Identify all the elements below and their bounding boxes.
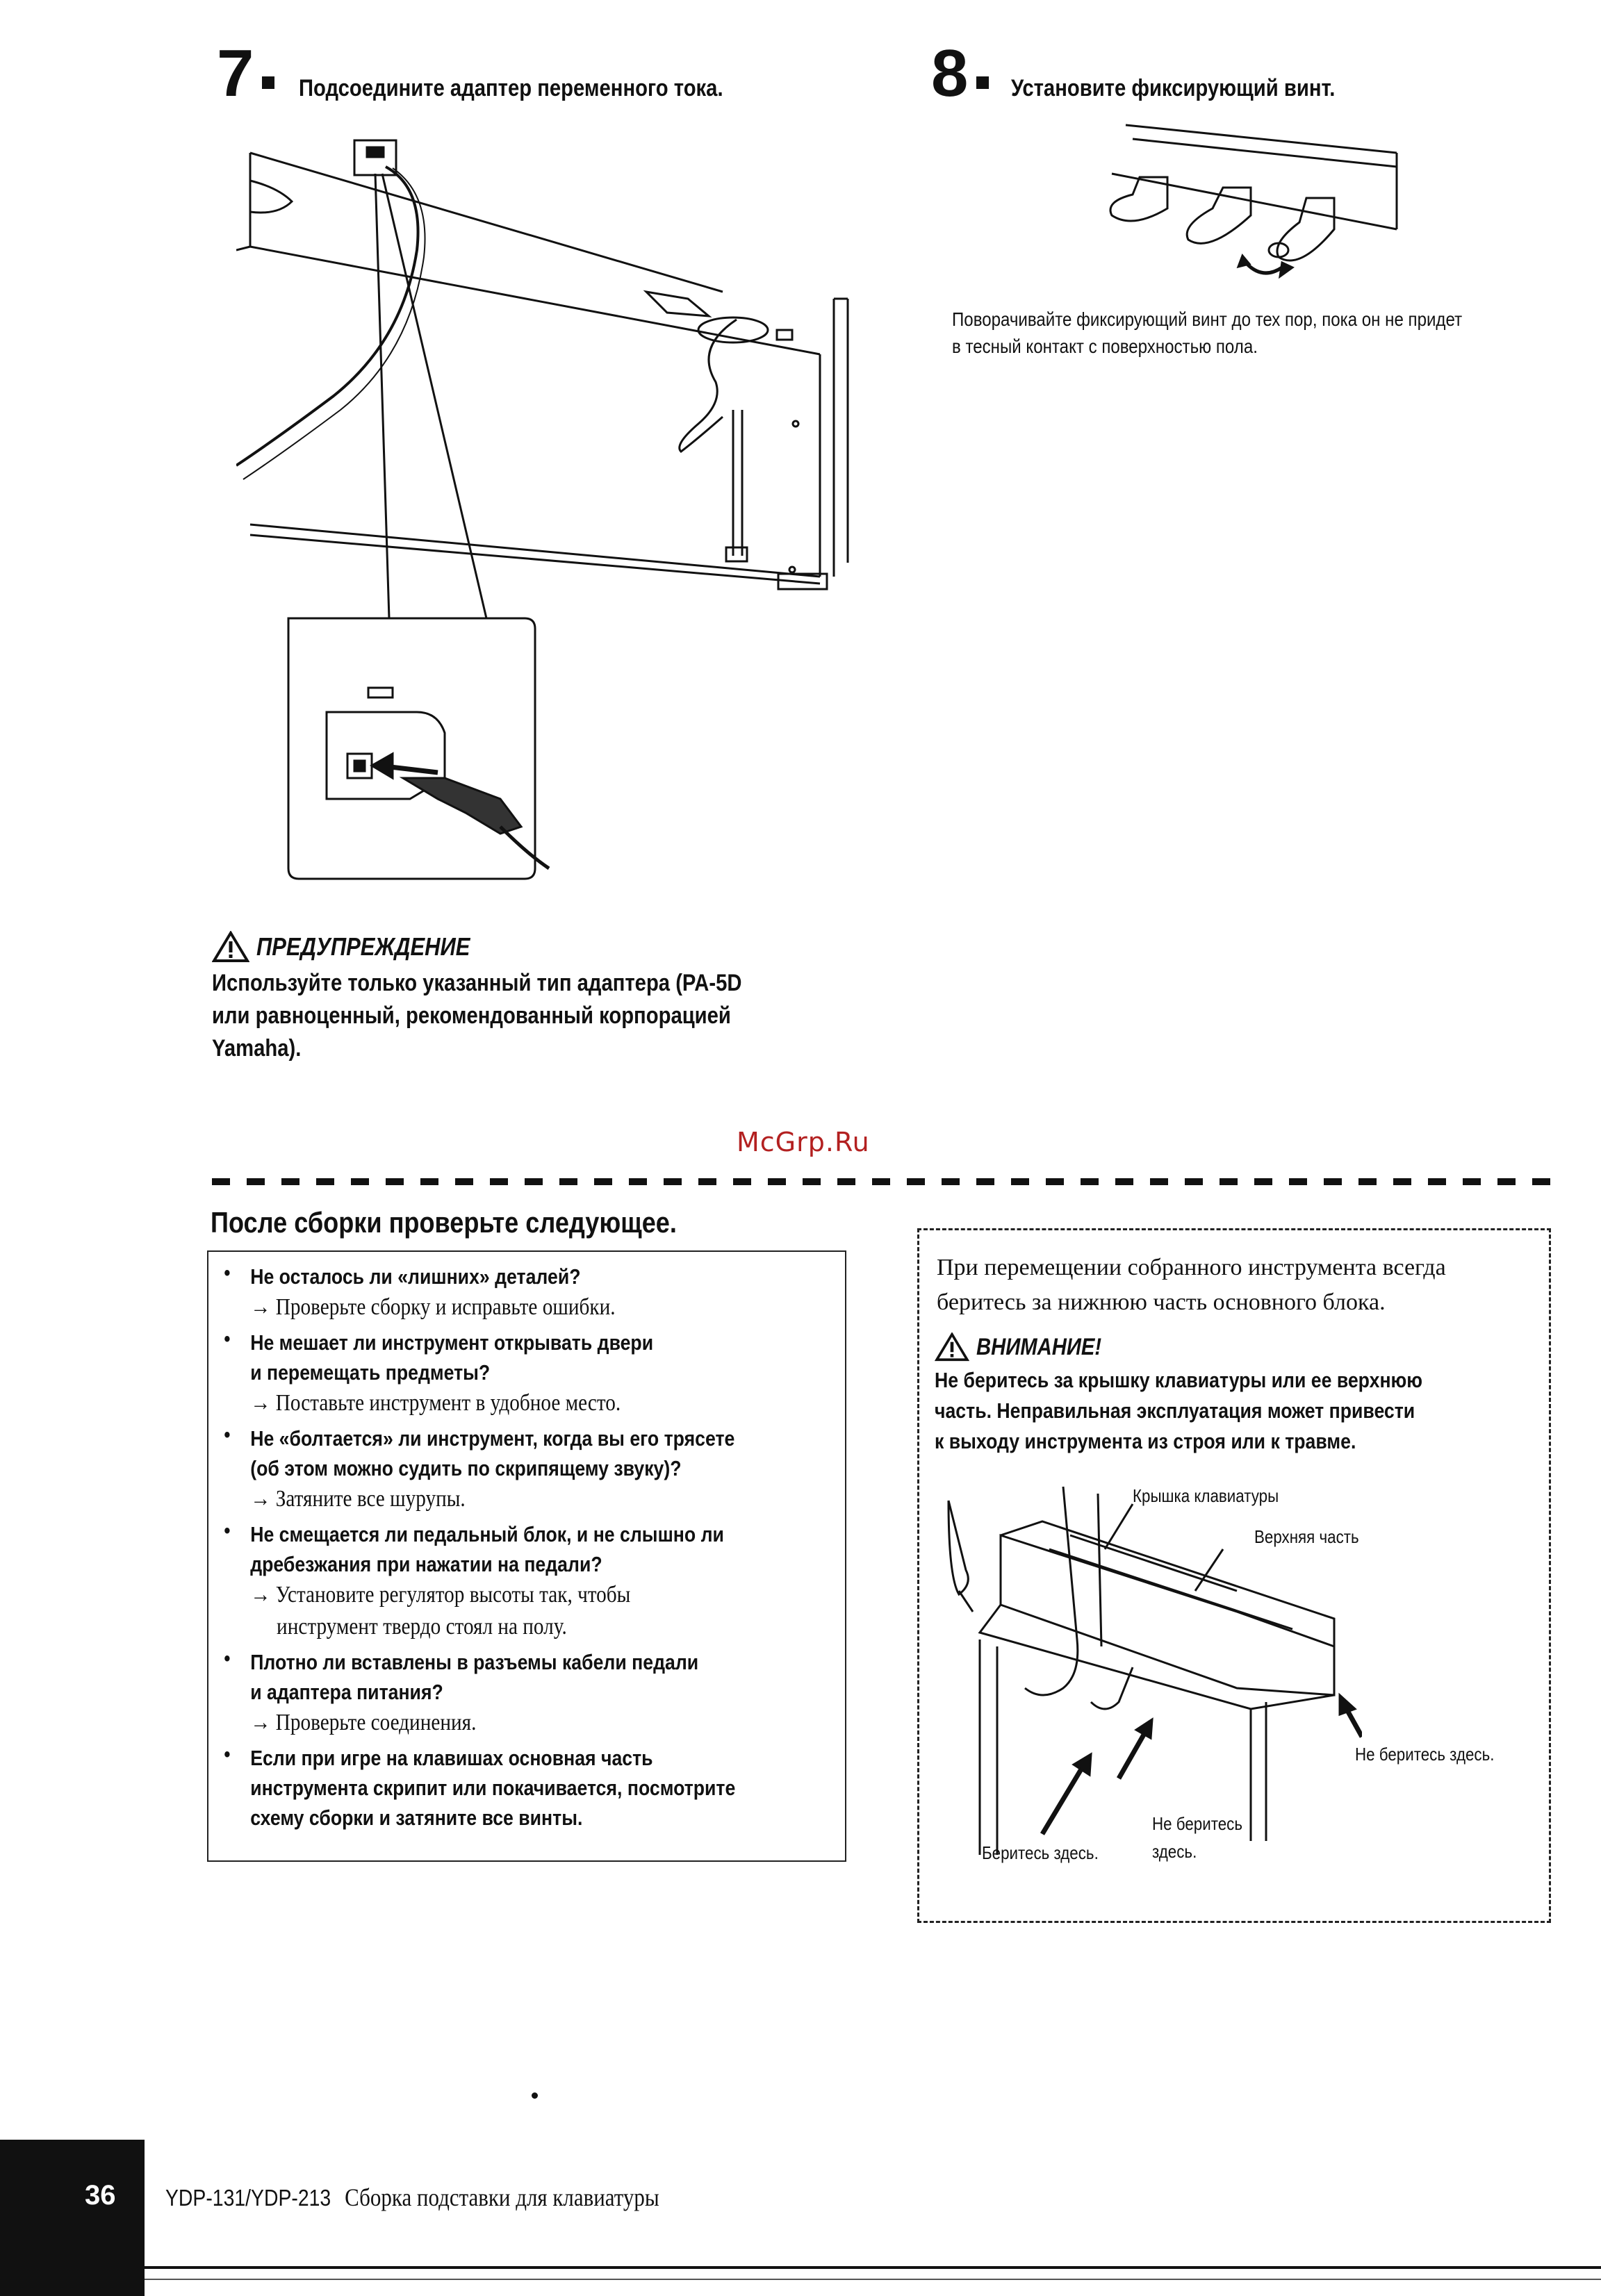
footer-model bbox=[165, 2183, 659, 2212]
caption-line: Поворачивайте фиксирующий винт до тех пор, пока он не придет bbox=[952, 308, 1463, 330]
caution-line: часть. Неправильная эксплуатация может привести bbox=[935, 1398, 1415, 1423]
section-name: Сборка подставки для клавиатуры bbox=[345, 2183, 659, 2211]
check-question: Не «болтается» ли инструмент, когда вы его трясете bbox=[250, 1426, 735, 1451]
list-item: • Не смещается ли педальный блок, и не слышно ли дребезжания при нажатии на педали? → Установите регулятор высоты так, чтобы инструмент твердо стоял на полу. bbox=[208, 1519, 842, 1643]
moving-intro bbox=[937, 1250, 1446, 1320]
warning-heading bbox=[212, 931, 505, 963]
intro-line: беритесь за нижнюю часть основного блока. bbox=[937, 1289, 1386, 1315]
intro-line: При перемещении собранного инструмента всегда bbox=[937, 1255, 1446, 1280]
check-question: и перемещать предметы? bbox=[250, 1360, 491, 1385]
check-question: инструмента скрипит или покачивается, посмотрите bbox=[250, 1776, 736, 1800]
caution-heading bbox=[935, 1332, 1122, 1362]
check-question: схему сборки и затяните все винты. bbox=[250, 1806, 583, 1830]
step-8-caption bbox=[952, 306, 1462, 360]
footer-rule-thin bbox=[145, 2279, 1601, 2280]
caution-line: Не беритесь за крышку клавиатуры или ее верхнюю bbox=[935, 1368, 1423, 1392]
list-item: • Не осталось ли «лишних» деталей? → Проверьте сборку и исправьте ошибки. bbox=[208, 1262, 842, 1323]
warning-triangle-icon bbox=[935, 1332, 969, 1362]
label-line: Не беритесь bbox=[1152, 1813, 1242, 1834]
check-answer: → Поставьте инструмент в удобное место. bbox=[250, 1390, 621, 1416]
warning-triangle-icon bbox=[212, 931, 249, 963]
label-no-grab-right: Не беритесь здесь. bbox=[1355, 1744, 1495, 1765]
print-speck bbox=[532, 2092, 538, 2099]
check-answer: → Установите регулятор высоты так, чтобы bbox=[250, 1582, 631, 1608]
pedal-screw-illustration bbox=[1091, 111, 1411, 292]
watermark: McGrp.Ru bbox=[737, 1127, 870, 1157]
check-answer: → Проверьте сборку и исправьте ошибки. bbox=[250, 1294, 616, 1320]
check-question: Плотно ли вставлены в разъемы кабели педали bbox=[250, 1650, 699, 1674]
warning-body bbox=[212, 967, 741, 1065]
warning-title: ПРЕДУПРЕЖДЕНИЕ bbox=[256, 932, 470, 961]
list-item: • Если при игре на клавишах основная часть инструмента скрипит или покачивается, посмотрите схему сборки и затяните все винты. bbox=[208, 1743, 842, 1833]
section-divider bbox=[212, 1178, 1557, 1185]
step-8-number: 8 bbox=[931, 40, 989, 107]
warning-line: или равноценный, рекомендованный корпорацией bbox=[212, 1002, 731, 1029]
warning-line: Yamaha). bbox=[212, 1035, 302, 1062]
check-question: и адаптера питания? bbox=[250, 1680, 443, 1704]
check-question: (об этом можно судить по скрипящему звуку)? bbox=[250, 1456, 682, 1480]
label-keyboard-cover: Крышка клавиатуры bbox=[1133, 1485, 1279, 1506]
list-item: • Плотно ли вставлены в разъемы кабели педали и адаптера питания? → Проверьте соединения. bbox=[208, 1647, 842, 1739]
check-question: Не мешает ли инструмент открывать двери bbox=[250, 1330, 654, 1355]
label-top-part: Верхняя часть bbox=[1254, 1526, 1359, 1547]
list-item: • Не «болтается» ли инструмент, когда вы его трясете (об этом можно судить по скрипящему звуку)? → Затяните все шурупы. bbox=[208, 1423, 842, 1515]
caution-line: к выходу инструмента из строя или к травме. bbox=[935, 1429, 1356, 1453]
step-7-number: 7 bbox=[217, 40, 274, 107]
footer-rule bbox=[145, 2266, 1601, 2269]
adapter-connection-illustration bbox=[236, 132, 862, 889]
model-name: YDP-131/YDP-213 bbox=[165, 2185, 331, 2211]
label-grab-here: Беритесь здесь. bbox=[982, 1842, 1099, 1863]
step-7-title: Подсоедините адаптер переменного тока. bbox=[299, 75, 723, 101]
checklist-heading: После сборки проверьте следующее. bbox=[211, 1206, 677, 1239]
check-question: дребезжания при нажатии на педали? bbox=[250, 1552, 602, 1576]
page-number-block bbox=[0, 2140, 145, 2296]
step-8-title: Установите фиксирующий винт. bbox=[1011, 75, 1336, 101]
check-question: Если при игре на клавишах основная часть bbox=[250, 1746, 653, 1770]
checklist-box bbox=[207, 1250, 846, 1862]
list-item: • Не мешает ли инструмент открывать двери и перемещать предметы? → Поставьте инструмент в удобное место. bbox=[208, 1328, 842, 1419]
check-answer: → Затяните все шурупы. bbox=[250, 1486, 466, 1512]
check-answer: инструмент твердо стоял на полу. bbox=[277, 1614, 567, 1640]
caption-line: в тесный контакт с поверхностью пола. bbox=[952, 336, 1258, 357]
check-question: Не смещается ли педальный блок, и не слышно ли bbox=[250, 1522, 724, 1546]
warning-line: Используйте только указанный тип адаптера (PA-5D bbox=[212, 970, 742, 996]
check-answer: → Проверьте соединения. bbox=[250, 1710, 477, 1735]
page-number: 36 bbox=[85, 2180, 116, 2211]
caution-body bbox=[935, 1365, 1422, 1457]
check-question: Не осталось ли «лишних» деталей? bbox=[250, 1264, 581, 1289]
caution-title: ВНИМАНИЕ! bbox=[976, 1333, 1102, 1360]
label-no-grab-middle bbox=[1152, 1810, 1242, 1865]
checklist bbox=[208, 1252, 842, 1833]
label-line: здесь. bbox=[1152, 1841, 1197, 1862]
